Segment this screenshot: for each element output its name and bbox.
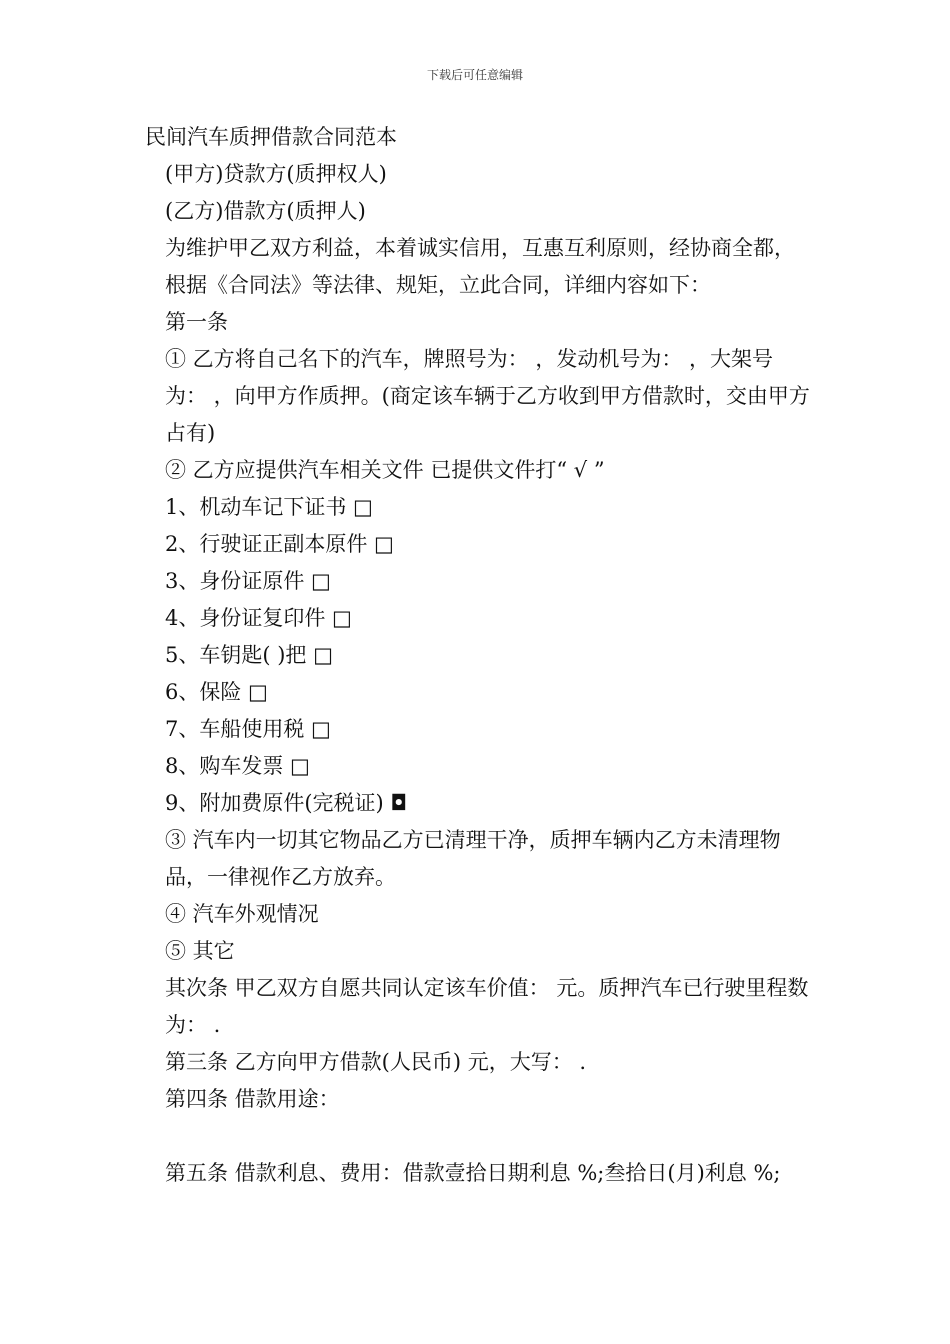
doc-checklist-item: 1、机动车记下证书 □: [165, 495, 373, 519]
doc-checklist-item: 3、身份证原件 □: [165, 569, 331, 593]
doc-checklist-item: 5、车钥匙( )把 □: [165, 643, 333, 667]
article-1-item-1: ① 乙方将自己名下的汽车，牌照号为： ，发动机号为： ，大架号为： ，向甲方作质押。(商定该车辆于乙方收到甲方借款时，交由甲方占有): [165, 347, 810, 445]
article-5: 第五条 借款利息、费用：借款壹拾日期利息 %;叁拾日(月)利息 %;: [165, 1161, 781, 1185]
blank-spacer: [145, 1118, 810, 1155]
article-1-item-2: ② 乙方应提供汽车相关文件 已提供文件打“ √ ”: [165, 458, 605, 482]
contract-document: [145, 119, 810, 1192]
article-1-item-4: ④ 汽车外观情况: [165, 902, 319, 926]
doc-checklist-item: 4、身份证复印件 □: [165, 606, 352, 630]
page-header: 下载后可任意编辑: [426, 68, 523, 82]
article-1-item-3: ③ 汽车内一切其它物品乙方已清理干净，质押车辆内乙方未清理物品，一律视作乙方放弃。: [165, 828, 781, 889]
doc-checklist-item: 7、车船使用税 □: [165, 717, 331, 741]
doc-checklist-item: 8、购车发票 □: [165, 754, 310, 778]
party-b: (乙方)借款方(质押人): [165, 199, 366, 223]
party-a: (甲方)贷款方(质押权人): [165, 162, 387, 186]
doc-checklist-item: 6、保险 □: [165, 680, 268, 704]
article-1-heading: 第一条: [165, 310, 228, 334]
intro-paragraph: 为维护甲乙双方利益，本着诚实信用，互惠互利原则，经协商全都，根据《合同法》等法律、规矩，立此合同，详细内容如下：: [165, 236, 795, 297]
doc-checklist-item: 9、附加费原件(完税证) ◘: [165, 791, 408, 815]
document-title: 民间汽车质押借款合同范本: [145, 125, 397, 149]
article-2: 其次条 甲乙双方自愿共同认定该车价值： 元。质押汽车已行驶里程数为： .: [165, 976, 809, 1037]
article-1-item-5: ⑤ 其它: [165, 939, 235, 963]
article-3: 第三条 乙方向甲方借款(人民币) 元，大写： .: [165, 1050, 587, 1074]
article-4: 第四条 借款用途：: [165, 1087, 340, 1111]
doc-checklist-item: 2、行驶证正副本原件 □: [165, 532, 394, 556]
